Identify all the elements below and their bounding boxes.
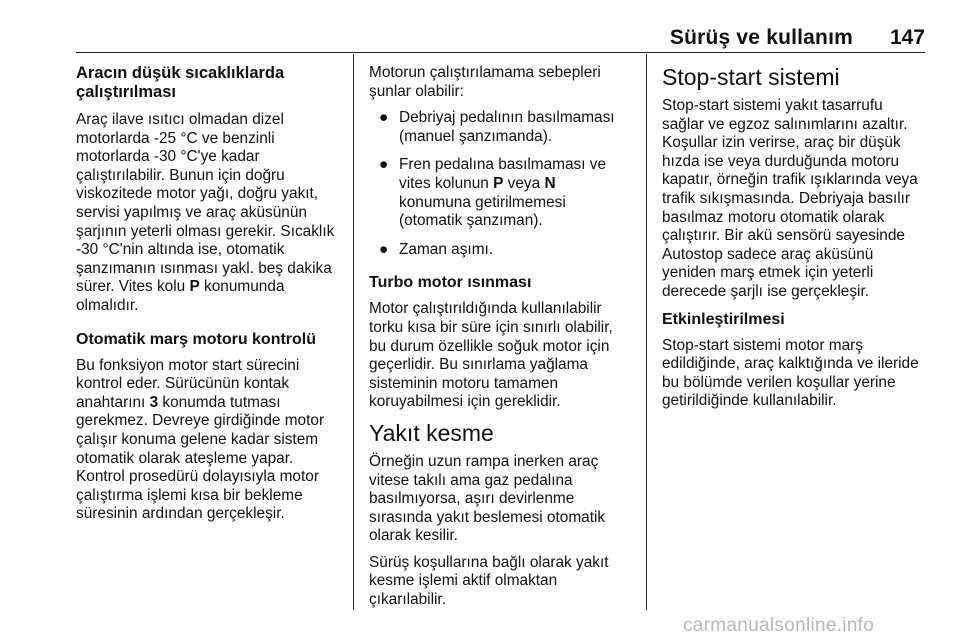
bullet-icon: ● (379, 240, 389, 258)
start-failure-list (369, 109, 631, 259)
section-heading-cold-start: Aracın düşük sıcaklıklarda çalıştırılması (76, 64, 285, 101)
column-left (76, 64, 338, 532)
paragraph-fuel-cutoff-2: Sürüş koşullarına bağlı olarak yakıt kesme işlemi aktif olmaktan çıkarılabilir. (369, 553, 609, 609)
list-item: ● Fren pedalına basılmaması ve vites kolunun P veya N konumuna getirilmemesi (otomatik şanzıman). (379, 156, 607, 230)
watermark-text: carmanualsonline.info (683, 615, 875, 636)
section-heading-stop-start: Stop-start sistemi (662, 64, 840, 90)
paragraph-auto-starter: Bu fonksiyon motor start sürecini kontrol eder. Sürücünün kontak anahtarını 3 konumda tutması gerekmez. Devreye girdiğinde motor çalışır konuma gelene kadar sistem otomatik olarak ateşleme yapar. Kontrol prosedürü dolayısıyla motor çalıştırma işlemi kısa bir bekleme süresinin ardından gerçekleşir. (76, 356, 325, 523)
list-item: ● Debriyaj pedalının basılmaması (manuel şanzımanda). (379, 109, 615, 145)
paragraph-stop-start: Stop-start sistemi yakıt tasarrufu sağlar ve egzoz salınımlarını azaltır. Koşullar izin verirse, araç bir düşük hızda ise veya durduğunda motoru kapatır, örneğin trafik ışıklarında veya trafik sıkışmasında. Debriyaja basılır basılmaz motoru otomatik olarak çalıştırır. Bir akü sensörü sayesinde Autostop sadece araç aküsünü yeniden marş etmek için yeterli derecede şarjlı ise gerçekleşir. (662, 97, 918, 300)
header-divider (76, 52, 925, 53)
bullet-icon: ● (379, 156, 389, 174)
paragraph-cold-start: Araç ilave ısıtıcı olmadan dizel motorlarda -25 °C ve benzinli motorlarda -30 °C'ye kadar çalıştırılabilir. Bunun için doğru viskozitede motor yağı, doğru yakıt, servisi yapılmış ve araç aküsünün şarjının yeterli olması gerekir. Sıcaklık -30 °C'nin altında ise, otomatik şanzımanın ısınması yakl. beş dakika sürer. Vites kolu P konumunda olmalıdır. (76, 111, 335, 314)
page-number: 147 (889, 26, 925, 49)
section-heading-fuel-cutoff: Yakıt kesme (369, 419, 494, 446)
paragraph-turbo: Motor çalıştırıldığında kullanılabilir torku kısa bir süre için sınırlı olabilir, bu durum özellikle soğuk motor için geçerlidir. Bu sınırlama yağlama sisteminin motoru tamamen koruyabilmesi için gereklidir. (369, 300, 613, 411)
list-item: ● Zaman aşımı. (379, 240, 494, 258)
section-heading-auto-starter: Otomatik marş motoru kontrolü (76, 330, 317, 348)
section-heading-activation: Etkinleştirilmesi (662, 310, 785, 328)
paragraph-start-failure-intro: Motorun çalıştırılamama sebepleri şunlar olabilir: (369, 64, 601, 100)
column-middle (369, 64, 631, 618)
column-right (662, 64, 927, 419)
paragraph-fuel-cutoff-1: Örneğin uzun rampa inerken araç vitese takılı ama gaz pedalına basılmıyorsa, aşırı devirlenme sırasında yakıt beslemesi otomatik olarak kesilir. (369, 452, 606, 545)
paragraph-activation: Stop-start sistemi motor marş edildiğinde, araç kalktığında ve ileride bu bölümde verilen koşullar yerine getirildiğinde kullanılabilir. (662, 336, 919, 410)
section-heading-turbo: Turbo motor ısınması (369, 274, 532, 292)
page-header (76, 26, 925, 50)
bullet-icon: ● (379, 109, 389, 127)
column-divider-1 (353, 54, 354, 610)
column-divider-2 (646, 54, 647, 610)
running-header-title: Sürüş ve kullanım (669, 26, 853, 49)
